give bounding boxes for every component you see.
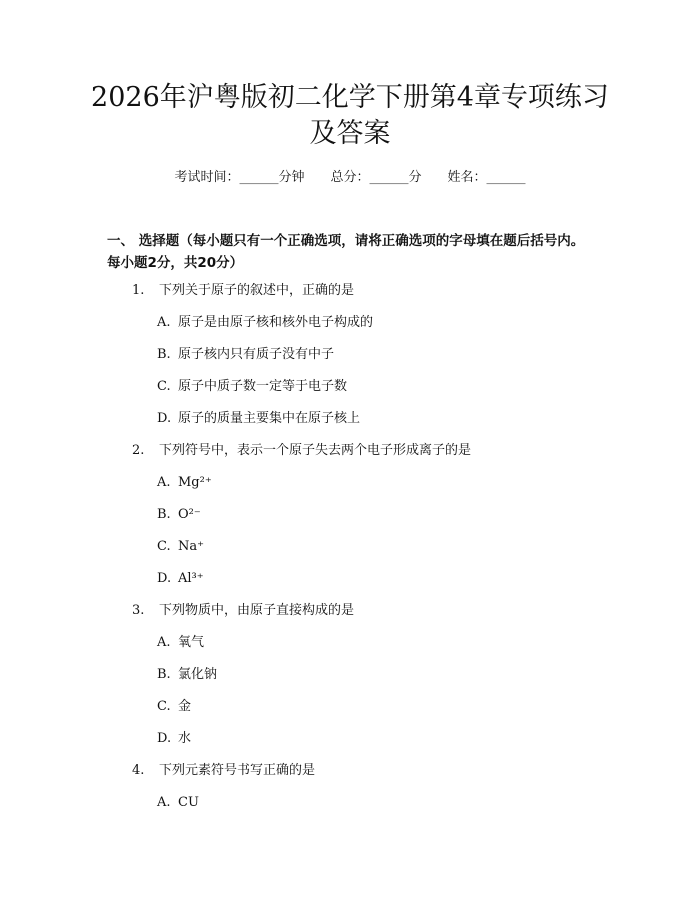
question-4	[132, 761, 315, 781]
section-heading-line-2: 每小题2分，共20分）	[107, 255, 244, 271]
option-text: 原子核内只有质子没有中子	[178, 347, 335, 362]
option-3b	[157, 665, 217, 685]
option-text: 金	[178, 699, 192, 714]
question-1	[132, 281, 354, 301]
option-text: Mg²⁺	[178, 475, 212, 490]
option-1a	[157, 313, 373, 333]
option-letter: B.	[157, 507, 171, 522]
option-letter: B.	[157, 667, 171, 682]
option-text: 氧气	[178, 635, 205, 650]
option-1b	[157, 345, 334, 365]
option-letter: B.	[157, 347, 171, 362]
option-4a	[157, 793, 199, 813]
option-1c	[157, 377, 347, 397]
student-name: 姓名：______	[447, 170, 526, 185]
option-letter: D.	[157, 571, 172, 586]
option-text: O²⁻	[178, 507, 201, 522]
question-3	[132, 601, 354, 621]
title-line-2: 及答案	[309, 118, 391, 149]
option-3d	[157, 729, 191, 749]
option-3c	[157, 697, 191, 717]
option-text: Na⁺	[178, 539, 204, 554]
question-text: 下列符号中，表示一个原子失去两个电子形成离子的是	[159, 443, 472, 458]
option-text: 原子是由原子核和核外电子构成的	[178, 315, 374, 330]
option-1d	[157, 409, 360, 429]
exam-time: 考试时间：______分钟	[174, 170, 305, 185]
option-2d	[157, 569, 204, 589]
option-2a	[157, 473, 212, 493]
question-text: 下列关于原子的叙述中，正确的是	[159, 283, 355, 298]
option-letter: C.	[157, 699, 171, 714]
question-number: 2.	[132, 443, 145, 458]
section-heading	[107, 230, 607, 274]
question-text: 下列元素符号书写正确的是	[159, 763, 316, 778]
title-line-1: 2026年沪粤版初二化学下册第4章专项练习	[91, 82, 609, 113]
question-number: 3.	[132, 603, 145, 618]
option-letter: C.	[157, 539, 171, 554]
total-score: 总分：______分	[330, 170, 422, 185]
option-text: 原子的质量主要集中在原子核上	[178, 411, 361, 426]
option-letter: A.	[157, 475, 171, 490]
document-title	[80, 80, 620, 152]
question-number: 4.	[132, 763, 145, 778]
question-number: 1.	[132, 283, 145, 298]
option-text: Al³⁺	[178, 571, 204, 586]
option-letter: C.	[157, 379, 171, 394]
option-text: 水	[178, 731, 192, 746]
option-letter: A.	[157, 315, 171, 330]
option-text: CU	[178, 795, 199, 810]
option-letter: D.	[157, 411, 172, 426]
question-2	[132, 441, 471, 461]
option-2b	[157, 505, 201, 525]
section-heading-line-1: 一、 选择题（每小题只有一个正确选项，请将正确选项的字母填在题后括号内。	[107, 233, 585, 249]
question-text: 下列物质中，由原子直接构成的是	[159, 603, 355, 618]
option-letter: A.	[157, 795, 171, 810]
option-text: 原子中质子数一定等于电子数	[178, 379, 348, 394]
exam-info	[0, 168, 700, 188]
option-letter: D.	[157, 731, 172, 746]
option-2c	[157, 537, 204, 557]
option-3a	[157, 633, 204, 653]
option-letter: A.	[157, 635, 171, 650]
option-text: 氯化钠	[178, 667, 218, 682]
